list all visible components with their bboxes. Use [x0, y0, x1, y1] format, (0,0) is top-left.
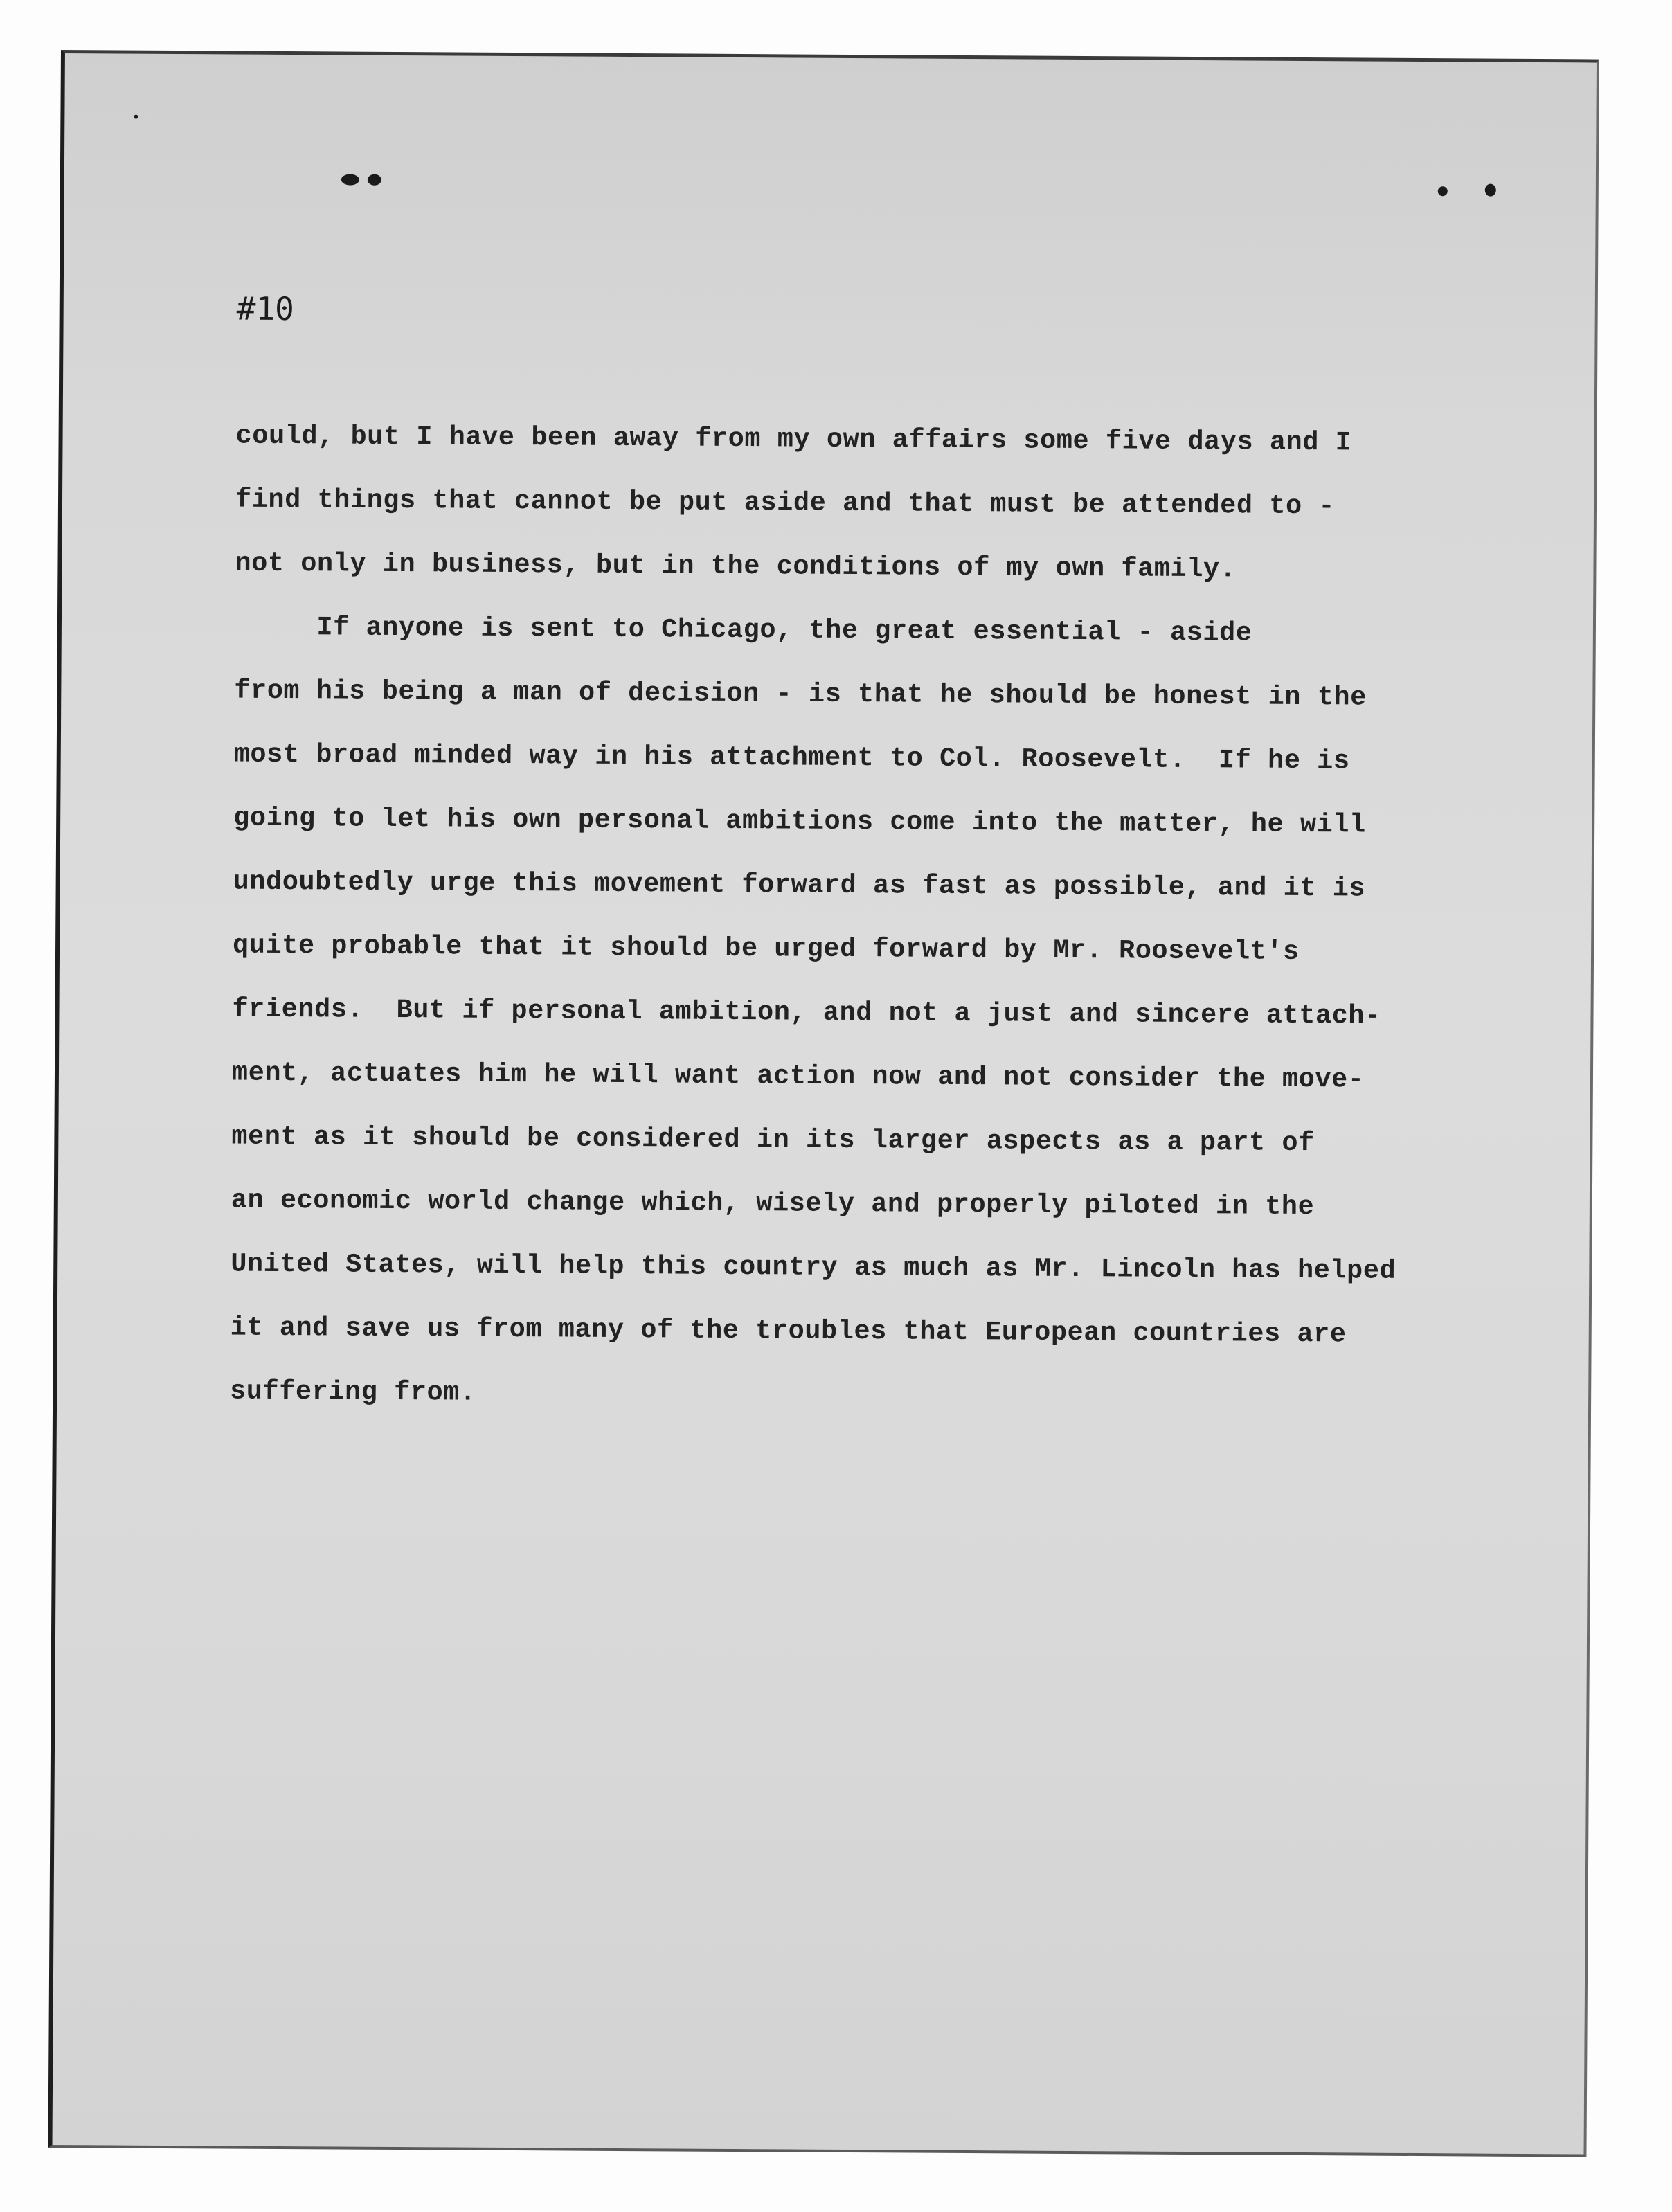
text-line: find things that cannot be put aside and that must be attended to - — [235, 484, 1336, 522]
stray-dot-mark — [134, 115, 138, 119]
text-line: could, but I have been away from my own affairs some five days and I — [235, 420, 1352, 458]
text-line: undoubtedly urge this movement forward as fast as possible, and it is — [233, 866, 1366, 904]
text-line: it and save us from many of the troubles that European countries are — [230, 1312, 1347, 1350]
letter-body — [230, 404, 1565, 1432]
text-line: ment as it should be considered in its larger aspects as a part of — [231, 1121, 1315, 1159]
punch-hole-mark-right-2 — [1485, 184, 1496, 197]
text-line: not only in business, but in the conditions of my own family. — [235, 548, 1237, 585]
text-line: United States, will help this country as much as Mr. Lincoln has helped — [231, 1248, 1396, 1286]
punch-hole-mark-right — [1438, 186, 1448, 196]
text-line: from his being a man of decision - is that he should be honest in the — [234, 675, 1367, 713]
page-number: #10 — [236, 289, 294, 328]
text-line: most broad minded way in his attachment to Col. Roosevelt. If he is — [233, 739, 1350, 777]
punch-hole-mark-left — [341, 174, 359, 185]
text-line: an economic world change which, wisely and properly piloted in the — [231, 1185, 1315, 1223]
text-line: If anyone is sent to Chicago, the great essential - aside — [234, 611, 1252, 649]
text-line: ment, actuates him he will want action now and not consider the move- — [231, 1057, 1365, 1095]
text-line: suffering from. — [230, 1376, 476, 1408]
punch-hole-mark-left-2 — [368, 174, 381, 186]
document-page — [48, 50, 1599, 2157]
text-line: going to let his own personal ambitions come into the matter, he will — [233, 802, 1366, 840]
text-line: quite probable that it should be urged forward by Mr. Roosevelt's — [232, 930, 1300, 967]
text-line: friends. But if personal ambition, and not a just and sincere attach- — [232, 993, 1381, 1032]
